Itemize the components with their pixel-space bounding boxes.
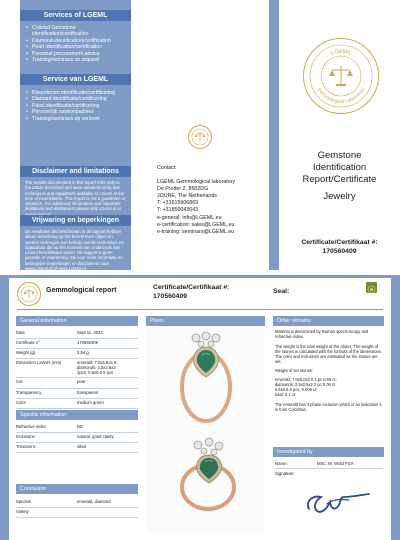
list-item: • Colored Gemstone identification/certification: [26, 25, 126, 38]
seal-sticker: [366, 282, 377, 293]
row-divider: [16, 377, 138, 378]
list-item: • Training/seminars op verzoek: [26, 116, 126, 122]
signature-label: Signature:: [275, 471, 295, 476]
report-title: Gemmological report: [46, 287, 117, 294]
disclaimer-header: Disclaimer and limitations: [20, 166, 131, 177]
other-remarks-header: Other remarks: [273, 316, 384, 326]
services-nl-header: Service van LGEML: [20, 74, 131, 85]
general-info-header: General information: [16, 316, 138, 326]
list-item: • Training/seminars on request: [26, 57, 126, 63]
contact-line: e-training: seminars@LGEML.eu: [157, 228, 235, 235]
row-value: 170560409: [77, 340, 98, 345]
scale-icon: [18, 283, 40, 305]
row-divider: [16, 432, 138, 433]
seal-emblem-icon: [304, 39, 378, 113]
hologram-icon: [366, 284, 377, 295]
ring-side-photo: [168, 431, 248, 531]
row-label: Cut: [16, 379, 23, 384]
services-en-header: Services of LGEML: [20, 10, 131, 21]
row-divider: [16, 452, 138, 453]
contact-line: T: +31615906869: [157, 200, 199, 207]
report-cert-label: Certificate/Certifikaat #:: [153, 284, 230, 291]
row-divider: [275, 468, 383, 469]
row-divider: [16, 358, 138, 359]
cover-subtitle: Jewelry: [323, 191, 356, 202]
lab-seal-large: [303, 38, 379, 114]
contact-label: Contact:: [157, 165, 177, 171]
list-item: • Parel identificatie/certificering: [26, 103, 126, 109]
seal-label: Seal:: [273, 288, 290, 295]
seal-top-text: LGeML: [330, 48, 352, 57]
investigated-header: Investigated by: [273, 447, 384, 457]
conclusion-table: [16, 497, 138, 527]
list-item: • Diamant identificatie/certificering: [26, 96, 126, 102]
contact-line: e-general: info@LGEML.eu: [157, 214, 222, 221]
row-value: natural, good clarity: [77, 434, 114, 439]
contact-line: De Protter 2, 8502DG: [157, 186, 209, 193]
services-en-list: [26, 25, 126, 63]
cover-title-line: Gemstone: [317, 150, 362, 161]
cover-cert-number: 170560409: [322, 248, 357, 255]
services-nl-list: [26, 90, 126, 122]
row-value: emerald, diamond: [77, 499, 111, 504]
row-label: Treatment: [16, 444, 35, 449]
contact-line: e-certification: sales@LGEML.eu: [157, 221, 235, 228]
row-label: Transparency: [16, 390, 42, 395]
row-label: Dimension LxWxH (mm): [16, 360, 62, 365]
row-divider: [16, 517, 138, 518]
info-panel: [20, 0, 131, 270]
row-value: Sept 11, 2022: [77, 330, 103, 335]
remark-paragraph: Material is determined by Raman spectroscopy and refractive index.: [275, 329, 369, 339]
list-item: • Kleurstenen identificatie/certificering: [26, 90, 126, 96]
vrijwaring-text: De resultaten als beschreven in dit rapport hebben alleen betrekking op het beschreven object en werden verkregen met behulp van de technieken en apparatuur die op het moment van onderzoek aan LGeml beschikbaar waren. Dit rapport is geen garantie of waardering. Zie voor meer informatie en belangrijke beperkingen en disclaimers naar www.LGeml.nl of www.LGeml.nl.: [25, 229, 124, 272]
lab-seal-small: [188, 125, 212, 149]
cover-title-line: Report/Certificate: [302, 174, 377, 185]
scale-icon: [189, 126, 211, 148]
contact-panel: [131, 0, 269, 270]
row-label: Variety: [16, 509, 29, 514]
row-label: Date: [16, 330, 25, 335]
photo-area: [146, 327, 265, 533]
disclaimer-text: The results documented in this report refer only to the article described and were obtained using test techniques and equipment available to LGeml at the time of examination. This report is not a guarantee or valuation. For additional information and important limitations and disclaimers please visit LGeml.nl or: [25, 180, 126, 212]
vrijwaring-header: Vrijwaring en beperkingen: [20, 215, 131, 226]
contact-line: T: +31850043643: [157, 207, 199, 214]
contact-line: JOURE, The Netherlands: [157, 193, 217, 200]
row-label: Species: [16, 499, 31, 504]
fold-strip: [269, 0, 279, 270]
report-cert-number: 170560409: [153, 293, 188, 300]
signature-image: [303, 487, 373, 519]
specific-info-table: [16, 423, 138, 463]
name-label: Name:: [275, 461, 288, 466]
cover-panel: [279, 0, 400, 270]
row-label: Weight (g): [16, 350, 36, 355]
other-remarks-text: [275, 330, 383, 413]
photo-header: Photo: [146, 316, 265, 326]
row-divider: [16, 338, 138, 339]
list-item: • Diamond identification/certification: [26, 38, 126, 44]
contact-block: [157, 165, 267, 236]
specific-info-header: Specific information: [16, 410, 138, 420]
cover-cert-label: Certificate/Certifikaat #:: [301, 239, 378, 246]
row-value: medium green: [77, 400, 104, 405]
row-value: transparent: [77, 390, 99, 395]
conclusion-header: Conclusion: [16, 484, 138, 494]
report-frame: [0, 275, 400, 540]
report-cert: [153, 283, 229, 301]
row-divider: [16, 348, 138, 349]
report-seal-logo: [17, 282, 41, 306]
report-sheet: [9, 278, 391, 540]
row-divider: [16, 442, 138, 443]
remark-paragraph: emerald: 7.0x5.0x3.0 1 pc 0.55 ct; diamonds: 2.5x2.5x2 2 pc 0.06 ct 0.6x0.6 6 pcs, 0.005 ct; total: 0.1 ct.: [275, 377, 337, 398]
row-divider: [16, 408, 138, 409]
row-value: emerald: 7.0x5.0x3.0; diamonds: 2.5x2.5x2 2pcs; 0.6x0.6 6 pcs: [77, 360, 118, 375]
list-item: • Persoonlijk aankoopadvies: [26, 109, 126, 115]
row-value: oiled: [77, 444, 86, 449]
row-divider: [16, 388, 138, 389]
row-label: Inclusions: [16, 434, 35, 439]
row-value: pear: [77, 379, 86, 384]
cover-title: [279, 150, 400, 203]
row-value: ND: [77, 424, 84, 429]
row-label: Refractive index: [16, 424, 47, 429]
list-item: • Personal procurement advice: [26, 51, 126, 57]
ring-front-photo: [166, 329, 246, 429]
row-label: Color: [16, 400, 27, 405]
remark-paragraph: The weight is the total weight of the object. The weight of the stones is calculated with the formula of the dimensions. The color and inclusions are estimated as the stones are set.: [275, 343, 382, 364]
row-divider: [16, 398, 138, 399]
row-divider: [16, 507, 138, 508]
header-separator: [17, 309, 383, 310]
row-label: Certificate n°: [16, 340, 41, 345]
contact-line: LGEML Gemmological laboratory: [157, 179, 236, 186]
cover-cert: [279, 238, 400, 256]
cover-title-line: Identification: [312, 162, 367, 173]
list-item: • Pearl identification/certification: [26, 44, 126, 50]
row-value: 3.54 g: [77, 350, 89, 355]
name-value: MSc. W. Wold FGA: [317, 461, 354, 466]
seal-bottom-text: Gemmological Laboratory: [315, 86, 367, 106]
investigator-name-row: [275, 461, 383, 466]
remark-paragraph: The emerald has 3 phase inclusion which is an indication it is from Colombia.: [275, 401, 382, 412]
remark-paragraph: Weight of set stones:: [275, 368, 314, 374]
